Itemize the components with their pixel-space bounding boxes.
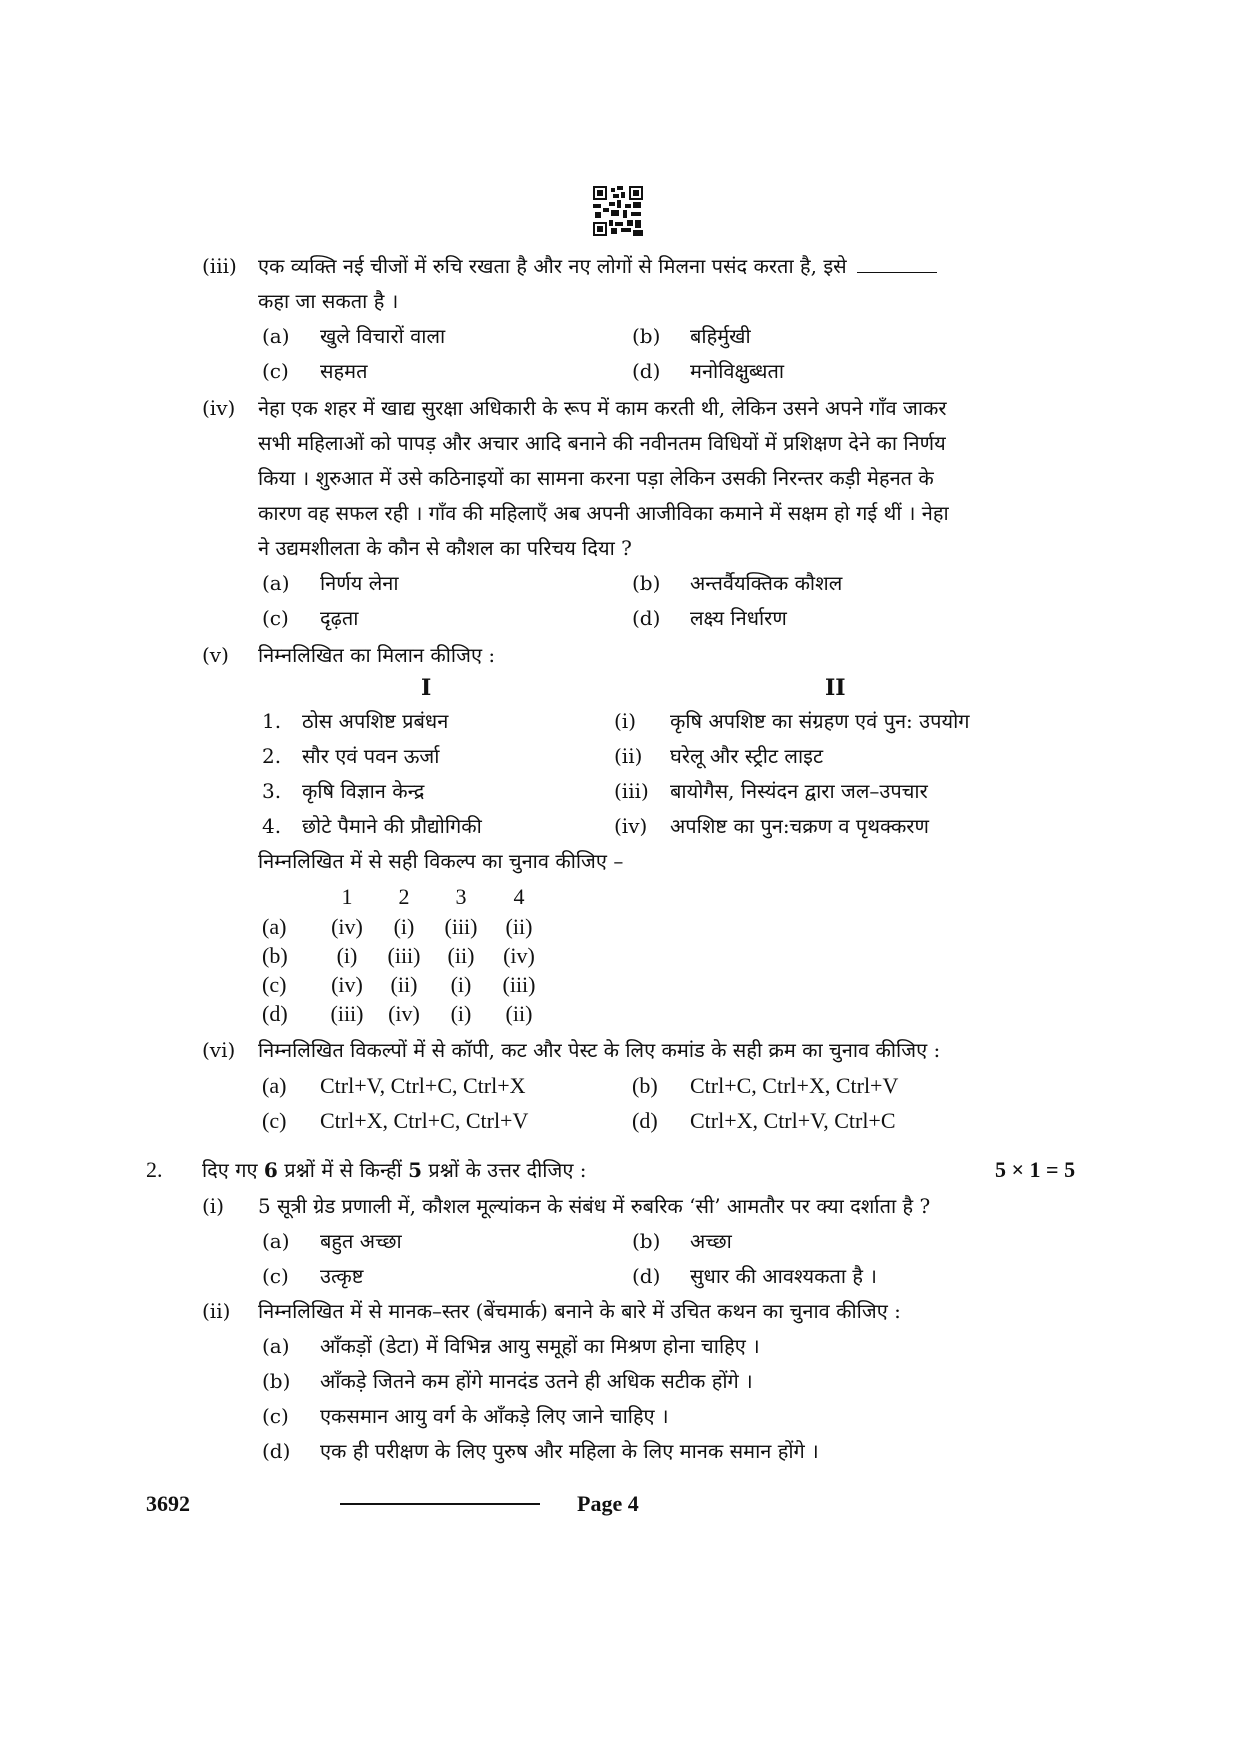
instruction-text: दिए गए bbox=[202, 1158, 258, 1182]
grid-row-label: (a) bbox=[262, 914, 287, 939]
grid-cell: (i) bbox=[393, 914, 415, 939]
option-label: (d) bbox=[632, 1108, 658, 1133]
option-text: Ctrl+X, Ctrl+C, Ctrl+V bbox=[320, 1108, 529, 1133]
match-item-text: छोटे पैमाने की प्रौद्योगिकी bbox=[302, 814, 482, 838]
match-item-text: कृषि विज्ञान केन्द्र bbox=[302, 779, 425, 803]
question-number: (v) bbox=[202, 643, 229, 667]
choose-instruction: निम्नलिखित में से सही विकल्प का चुनाव कीजिए – bbox=[258, 849, 624, 873]
option-text: आँकड़ों (डेटा) में विभिन्न आयु समूहों का मिश्रण होना चाहिए । bbox=[320, 1334, 760, 1358]
option-label: (a) bbox=[262, 571, 290, 595]
grid-cell: (iii) bbox=[444, 914, 478, 939]
grid-header: 2 bbox=[398, 884, 410, 909]
grid-cell: (iii) bbox=[330, 1001, 364, 1026]
column-heading-i: I bbox=[421, 675, 432, 701]
grid-row-label: (c) bbox=[262, 972, 287, 997]
paper-code: 3692 bbox=[146, 1491, 190, 1516]
option-text: एक ही परीक्षण के लिए पुरुष और महिला के लिए मानक समान होंगे । bbox=[320, 1439, 819, 1463]
question-instruction bbox=[202, 1152, 586, 1188]
option-label: (c) bbox=[262, 1404, 289, 1428]
question-text-line: एक व्यक्ति नई चीजों में रुचि रखता है और नए लोगों से मिलना पसंद करता है, इसे bbox=[258, 254, 847, 278]
option-label: (a) bbox=[262, 1229, 290, 1253]
option-text: Ctrl+C, Ctrl+X, Ctrl+V bbox=[690, 1073, 899, 1098]
option-label: (a) bbox=[262, 1073, 287, 1098]
instruction-number: 6 bbox=[263, 1158, 278, 1182]
match-item-text: कृषि अपशिष्ट का संग्रहण एवं पुन: उपयोग bbox=[670, 709, 970, 733]
match-item-text: बायोगैस, निस्यंदन द्वारा जल–उपचार bbox=[670, 779, 928, 803]
match-item-label: (iv) bbox=[614, 814, 648, 838]
grid-cell: (i) bbox=[450, 972, 472, 997]
match-item-text: अपशिष्ट का पुन:चक्रण व पृथक्करण bbox=[670, 814, 929, 838]
option-text: Ctrl+X, Ctrl+V, Ctrl+C bbox=[690, 1108, 896, 1133]
match-item-label: 3. bbox=[262, 779, 282, 803]
question-text-line: कारण वह सफल रही । गाँव की महिलाएँ अब अपनी आजीविका कमाने में सक्षम हो गई थीं । नेहा bbox=[258, 501, 949, 525]
footer-divider bbox=[340, 1503, 540, 1505]
question-text: निम्नलिखित का मिलान कीजिए : bbox=[258, 643, 496, 667]
option-text: अच्छा bbox=[690, 1229, 732, 1253]
grid-cell: (iv) bbox=[388, 1001, 420, 1026]
match-item-text: ठोस अपशिष्ट प्रबंधन bbox=[302, 709, 449, 733]
question-text-line: किया । शुरुआत में उसे कठिनाइयों का सामना करना पड़ा लेकिन उसकी निरन्तर कड़ी मेहनत के bbox=[258, 466, 934, 490]
option-label: (d) bbox=[632, 1264, 661, 1288]
option-text: बहुत अच्छा bbox=[320, 1229, 402, 1253]
grid-cell: (i) bbox=[450, 1001, 472, 1026]
question-text-cont: कहा जा सकता है । bbox=[258, 289, 399, 313]
option-text: निर्णय लेना bbox=[320, 571, 399, 595]
option-label: (a) bbox=[262, 1334, 290, 1358]
instruction-text: प्रश्नों के उत्तर दीजिए : bbox=[428, 1158, 587, 1182]
grid-cell: (ii) bbox=[505, 914, 533, 939]
grid-cell: (iv) bbox=[503, 943, 535, 968]
option-text: दृढ़ता bbox=[320, 606, 359, 630]
grid-row-label: (b) bbox=[262, 943, 288, 968]
grid-cell: (ii) bbox=[390, 972, 418, 997]
option-label: (c) bbox=[262, 606, 289, 630]
option-label: (d) bbox=[632, 606, 661, 630]
option-text: मनोविक्षुब्धता bbox=[690, 359, 785, 383]
option-label: (a) bbox=[262, 324, 290, 348]
question-text-line: सभी महिलाओं को पापड़ और अचार आदि बनाने की नवीनतम विधियों में प्रशिक्षण देने का निर्णय bbox=[258, 431, 946, 455]
option-label: (c) bbox=[262, 1264, 289, 1288]
match-item-text: सौर एवं पवन ऊर्जा bbox=[302, 744, 440, 768]
option-text: लक्ष्य निर्धारण bbox=[690, 606, 787, 630]
grid-cell: (iv) bbox=[331, 914, 363, 939]
option-label: (b) bbox=[632, 1229, 661, 1253]
option-text: एकसमान आयु वर्ग के आँकड़े लिए जाने चाहिए । bbox=[320, 1404, 669, 1428]
option-text: Ctrl+V, Ctrl+C, Ctrl+X bbox=[320, 1073, 526, 1098]
match-item-label: (i) bbox=[614, 709, 637, 733]
question-number: (ii) bbox=[202, 1299, 231, 1323]
option-label: (c) bbox=[262, 1108, 287, 1133]
option-label: (b) bbox=[632, 571, 661, 595]
question-text bbox=[258, 248, 937, 284]
grid-header: 3 bbox=[455, 884, 467, 909]
grid-row-label: (d) bbox=[262, 1001, 288, 1026]
fill-blank bbox=[857, 250, 937, 273]
column-heading-ii: II bbox=[825, 675, 846, 701]
grid-cell: (iv) bbox=[331, 972, 363, 997]
option-label: (b) bbox=[632, 1073, 658, 1098]
grid-header: 1 bbox=[341, 884, 353, 909]
option-text: बहिर्मुखी bbox=[690, 324, 751, 348]
match-item-label: 4. bbox=[262, 814, 282, 838]
instruction-number: 5 bbox=[408, 1158, 423, 1182]
instruction-text: प्रश्नों में से किन्हीं bbox=[284, 1158, 402, 1182]
option-label: (c) bbox=[262, 359, 289, 383]
option-label: (d) bbox=[632, 359, 661, 383]
option-label: (b) bbox=[262, 1369, 291, 1393]
option-label: (b) bbox=[632, 324, 661, 348]
grid-header: 4 bbox=[513, 884, 525, 909]
option-text: अन्तर्वैयक्तिक कौशल bbox=[690, 571, 843, 595]
grid-cell: (i) bbox=[336, 943, 358, 968]
match-item-label: 2. bbox=[262, 744, 282, 768]
marks-allocation: 5 × 1 = 5 bbox=[995, 1157, 1076, 1182]
qr-code-icon bbox=[593, 186, 643, 236]
question-text-line: नेहा एक शहर में खाद्य सुरक्षा अधिकारी के रूप में काम करती थी, लेकिन उसने अपने गाँव जाकर bbox=[258, 396, 947, 420]
grid-cell: (iii) bbox=[502, 972, 536, 997]
match-item-label: 1. bbox=[262, 709, 282, 733]
option-label: (d) bbox=[262, 1439, 291, 1463]
question-text: निम्नलिखित में से मानक–स्तर (बेंचमार्क) बनाने के बारे में उचित कथन का चुनाव कीजिए : bbox=[258, 1299, 901, 1323]
match-item-label: (ii) bbox=[614, 744, 643, 768]
grid-cell: (ii) bbox=[505, 1001, 533, 1026]
option-text: सुधार की आवश्यकता है । bbox=[690, 1264, 877, 1288]
question-text-line: ने उद्यमशीलता के कौन से कौशल का परिचय दिया ? bbox=[258, 536, 632, 560]
grid-cell: (iii) bbox=[387, 943, 421, 968]
match-item-text: घरेलू और स्ट्रीट लाइट bbox=[670, 744, 824, 768]
question-number: (vi) bbox=[202, 1038, 236, 1062]
grid-cell: (ii) bbox=[447, 943, 475, 968]
page-number: Page 4 bbox=[577, 1491, 639, 1516]
question-number: 2. bbox=[146, 1157, 163, 1182]
option-text: उत्कृष्ट bbox=[320, 1264, 364, 1288]
question-number: (iv) bbox=[202, 396, 236, 420]
option-text: सहमत bbox=[320, 359, 368, 383]
question-text: निम्नलिखित विकल्पों में से कॉपी, कट और पेस्ट के लिए कमांड के सही क्रम का चुनाव कीजिए : bbox=[258, 1038, 941, 1062]
question-text: 5 सूत्री ग्रेड प्रणाली में, कौशल मूल्यांकन के संबंध में रुबरिक ‘सी’ आमतौर पर क्या दर्शाता है ? bbox=[258, 1194, 931, 1218]
question-number: (i) bbox=[202, 1194, 225, 1218]
option-text: खुले विचारों वाला bbox=[320, 324, 446, 348]
question-number: (iii) bbox=[202, 254, 237, 278]
option-text: आँकड़े जितने कम होंगे मानदंड उतने ही अधिक सटीक होंगे । bbox=[320, 1369, 753, 1393]
match-item-label: (iii) bbox=[614, 779, 649, 803]
